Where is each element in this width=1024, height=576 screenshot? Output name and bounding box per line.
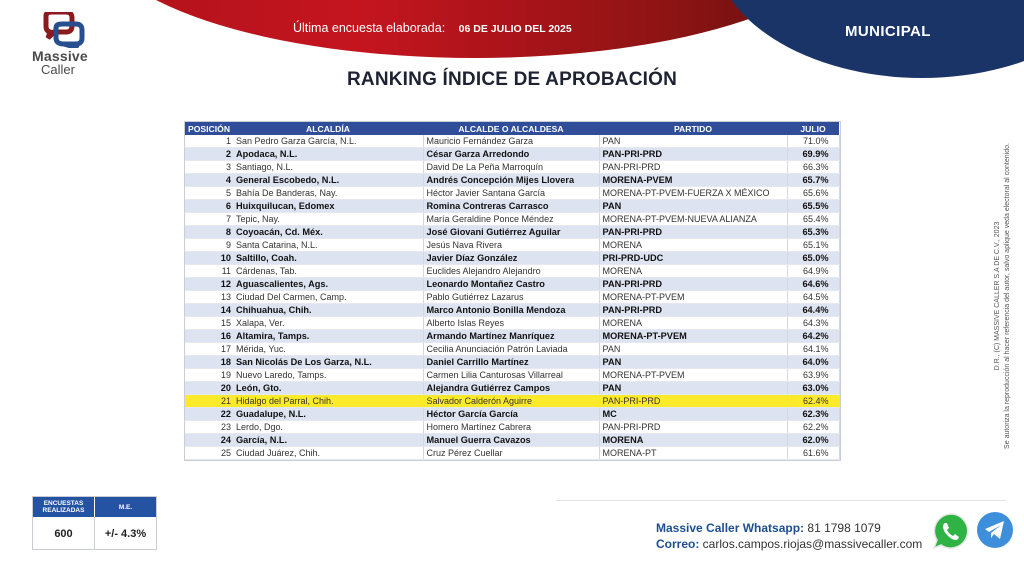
table-row [185, 187, 839, 200]
column-header-mayor: ALCALDE O ALCALDESA [423, 122, 599, 135]
table-row [185, 265, 839, 278]
party-cell: PAN-PRI-PRD [599, 226, 787, 239]
table-row [185, 252, 839, 265]
position-cell: 14 [185, 304, 233, 317]
approval-cell: 65.1% [787, 239, 839, 252]
approval-cell: 62.2% [787, 421, 839, 434]
table-row [185, 343, 839, 356]
position-cell: 6 [185, 200, 233, 213]
mayor-cell: Cruz Pérez Cuellar [423, 447, 599, 460]
margin-of-error-label: M.E. [118, 503, 133, 511]
column-header-party: PARTIDO [599, 122, 787, 135]
position-cell: 16 [185, 330, 233, 343]
mayor-cell: Andrés Concepción Mijes Llovera [423, 174, 599, 187]
mayor-cell: Jesús Nava Rivera [423, 239, 599, 252]
position-cell: 13 [185, 291, 233, 304]
table-body [185, 135, 839, 460]
party-cell: MORENA [599, 434, 787, 447]
position-cell: 9 [185, 239, 233, 252]
municipality-cell: Aguascalientes, Ags. [233, 278, 423, 291]
table-row [185, 317, 839, 330]
surveys-count-value: 600 [33, 517, 95, 550]
approval-cell: 64.4% [787, 304, 839, 317]
table-row [185, 174, 839, 187]
email-address[interactable]: carlos.campos.riojas@massivecaller.com [699, 537, 923, 551]
mayor-cell: Alejandra Gutiérrez Campos [423, 382, 599, 395]
party-cell: MORENA-PT-PVEM [599, 291, 787, 304]
mayor-cell: Manuel Guerra Cavazos [423, 434, 599, 447]
whatsapp-icon[interactable] [932, 512, 970, 550]
municipality-cell: Santiago, N.L. [233, 161, 423, 174]
last-survey-label: Última encuesta elaborada: [293, 21, 446, 35]
mayor-cell: Mauricio Fernández Garza [423, 135, 599, 148]
position-cell: 1 [185, 135, 233, 148]
party-cell: PAN [599, 356, 787, 369]
mayor-cell: Javier Díaz González [423, 252, 599, 265]
municipality-cell: Mérida, Yuc. [233, 343, 423, 356]
municipality-cell: Hidalgo del Parral, Chih. [233, 395, 423, 408]
table-row [185, 135, 839, 148]
municipality-cell: Altamira, Tamps. [233, 330, 423, 343]
party-cell: PAN [599, 200, 787, 213]
municipality-cell: Tepic, Nay. [233, 213, 423, 226]
table-row [185, 304, 839, 317]
municipality-cell: Chihuahua, Chih. [233, 304, 423, 317]
margin-of-error-value: +/- 4.3% [104, 527, 147, 540]
table-header-row [185, 122, 839, 135]
approval-cell: 64.6% [787, 278, 839, 291]
approval-cell: 71.0% [787, 135, 839, 148]
municipality-cell: San Nicolás De Los Garza, N.L. [233, 356, 423, 369]
party-cell: MORENA-PT [599, 447, 787, 460]
position-cell: 18 [185, 356, 233, 369]
party-cell: PAN-PRI-PRD [599, 395, 787, 408]
position-cell: 23 [185, 421, 233, 434]
approval-cell: 64.9% [787, 265, 839, 278]
brand-name-line1: Massive [32, 48, 88, 64]
footer-divider [556, 500, 1006, 501]
party-cell: MORENA-PVEM [599, 174, 787, 187]
approval-cell: 64.0% [787, 356, 839, 369]
position-cell: 5 [185, 187, 233, 200]
municipality-cell: Bahía De Banderas, Nay. [233, 187, 423, 200]
table-row [185, 226, 839, 239]
approval-cell: 62.4% [787, 395, 839, 408]
party-cell: PRI-PRD-UDC [599, 252, 787, 265]
mayor-cell: David De La Peña Marroquín [423, 161, 599, 174]
contact-info [656, 520, 922, 552]
position-cell: 12 [185, 278, 233, 291]
approval-cell: 65.6% [787, 187, 839, 200]
mayor-cell: Salvador Calderón Aguirre [423, 395, 599, 408]
table-row [185, 148, 839, 161]
position-cell: 7 [185, 213, 233, 226]
last-survey-date: 06 DE JULIO DEL 2025 [458, 23, 572, 35]
column-header-position: POSICIÓN [185, 122, 233, 135]
mayor-cell: Marco Antonio Bonilla Mendoza [423, 304, 599, 317]
scope-label: MUNICIPAL [845, 23, 931, 40]
mayor-cell: María Geraldine Ponce Méndez [423, 213, 599, 226]
table-row [185, 447, 839, 460]
municipality-cell: Cárdenas, Tab. [233, 265, 423, 278]
party-cell: MORENA [599, 317, 787, 330]
position-cell: 2 [185, 148, 233, 161]
table-row [185, 369, 839, 382]
table-row [185, 200, 839, 213]
mayor-cell: José Giovani Gutiérrez Aguilar [423, 226, 599, 239]
municipality-cell: San Pedro Garza García, N.L. [233, 135, 423, 148]
approval-cell: 64.5% [787, 291, 839, 304]
mayor-cell: Héctor Javier Santana García [423, 187, 599, 200]
municipality-cell: Ciudad Del Carmen, Camp. [233, 291, 423, 304]
table-row [185, 278, 839, 291]
party-cell: PAN [599, 135, 787, 148]
position-cell: 20 [185, 382, 233, 395]
municipality-cell: León, Gto. [233, 382, 423, 395]
party-cell: MORENA-PT-PVEM [599, 330, 787, 343]
party-cell: PAN-PRI-PRD [599, 421, 787, 434]
whatsapp-number[interactable]: 81 1798 1079 [804, 521, 881, 535]
surveys-count-label: ENCUESTAS REALIZADAS [33, 497, 95, 517]
position-cell: 17 [185, 343, 233, 356]
position-cell: 25 [185, 447, 233, 460]
approval-cell: 65.4% [787, 213, 839, 226]
approval-cell: 61.6% [787, 447, 839, 460]
email-label: Correo: [656, 537, 700, 551]
position-cell: 21 [185, 395, 233, 408]
position-cell: 19 [185, 369, 233, 382]
copyright-line2: Se autoriza la reproducción al hacer referencia del autor, salvo aplique veda electoral al contenido. [1004, 143, 1011, 449]
party-cell: MC [599, 408, 787, 421]
copyright-notice [993, 106, 1013, 486]
party-cell: MORENA-PT-PVEM [599, 369, 787, 382]
party-cell: MORENA [599, 239, 787, 252]
municipality-cell: Ciudad Juárez, Chih. [233, 447, 423, 460]
table-row [185, 408, 839, 421]
municipality-cell: Huixquilucan, Edomex [233, 200, 423, 213]
party-cell: PAN-PRI-PRD [599, 278, 787, 291]
approval-cell: 64.2% [787, 330, 839, 343]
approval-cell: 64.3% [787, 317, 839, 330]
table-row [185, 330, 839, 343]
table-row-highlighted [185, 395, 839, 408]
municipality-cell: Lerdo, Dgo. [233, 421, 423, 434]
mayor-cell: Leonardo Montañez Castro [423, 278, 599, 291]
position-cell: 22 [185, 408, 233, 421]
table-row [185, 382, 839, 395]
approval-cell: 65.3% [787, 226, 839, 239]
approval-cell: 69.9% [787, 148, 839, 161]
position-cell: 3 [185, 161, 233, 174]
position-cell: 8 [185, 226, 233, 239]
municipality-cell: Santa Catarina, N.L. [233, 239, 423, 252]
page-title: RANKING ÍNDICE DE APROBACIÓN [346, 69, 678, 90]
brand-name-line2: Caller [41, 62, 75, 77]
municipality-cell: General Escobedo, N.L. [233, 174, 423, 187]
table-row [185, 356, 839, 369]
column-header-july: JULIO [787, 122, 839, 135]
survey-sample-box [32, 496, 157, 550]
party-cell: PAN-PRI-PRD [599, 161, 787, 174]
mayor-cell: Héctor García García [423, 408, 599, 421]
municipality-cell: Nuevo Laredo, Tamps. [233, 369, 423, 382]
party-cell: MORENA-PT-PVEM-NUEVA ALIANZA [599, 213, 787, 226]
table-row [185, 213, 839, 226]
table-row [185, 291, 839, 304]
mayor-cell: Daniel Carrillo Martínez [423, 356, 599, 369]
mayor-cell: Pablo Gutiérrez Lazarus [423, 291, 599, 304]
mayor-cell: César Garza Arredondo [423, 148, 599, 161]
party-cell: PAN-PRI-PRD [599, 148, 787, 161]
position-cell: 4 [185, 174, 233, 187]
municipality-cell: Guadalupe, N.L. [233, 408, 423, 421]
approval-cell: 65.0% [787, 252, 839, 265]
approval-cell: 65.5% [787, 200, 839, 213]
chat-bubbles-logo-icon [40, 12, 86, 48]
mayor-cell: Romina Contreras Carrasco [423, 200, 599, 213]
municipality-cell: Xalapa, Ver. [233, 317, 423, 330]
mayor-cell: Armando Martínez Manríquez [423, 330, 599, 343]
municipality-cell: Saltillo, Coah. [233, 252, 423, 265]
party-cell: PAN-PRI-PRD [599, 304, 787, 317]
position-cell: 11 [185, 265, 233, 278]
mayor-cell: Alberto Islas Reyes [423, 317, 599, 330]
column-header-municipality: ALCALDÍA [233, 122, 423, 135]
position-cell: 10 [185, 252, 233, 265]
table-row [185, 239, 839, 252]
approval-cell: 63.9% [787, 369, 839, 382]
copyright-line1: D.R., (C) MASSIVE CALLER S.A DE C.V., 2023 [994, 221, 1001, 371]
position-cell: 24 [185, 434, 233, 447]
municipality-cell: Apodaca, N.L. [233, 148, 423, 161]
approval-cell: 62.0% [787, 434, 839, 447]
party-cell: MORENA [599, 265, 787, 278]
approval-cell: 62.3% [787, 408, 839, 421]
approval-cell: 63.0% [787, 382, 839, 395]
mayor-cell: Euclides Alejandro Alejandro [423, 265, 599, 278]
mayor-cell: Cecilia Anunciación Patrón Laviada [423, 343, 599, 356]
approval-ranking-table [185, 122, 840, 460]
party-cell: MORENA-PT-PVEM-FUERZA X MÉXICO [599, 187, 787, 200]
approval-cell: 64.1% [787, 343, 839, 356]
mayor-cell: Carmen Lilia Canturosas Villarreal [423, 369, 599, 382]
email-contact [656, 536, 922, 552]
last-survey-info [293, 21, 572, 35]
party-cell: PAN [599, 382, 787, 395]
municipality-cell: García, N.L. [233, 434, 423, 447]
approval-cell: 65.7% [787, 174, 839, 187]
party-cell: PAN [599, 343, 787, 356]
approval-cell: 66.3% [787, 161, 839, 174]
table-row [185, 434, 839, 447]
telegram-icon[interactable] [977, 512, 1013, 548]
whatsapp-label: Massive Caller Whatsapp: [656, 521, 805, 535]
table-row [185, 421, 839, 434]
position-cell: 15 [185, 317, 233, 330]
mayor-cell: Homero Martínez Cabrera [423, 421, 599, 434]
municipality-cell: Coyoacán, Cd. Méx. [233, 226, 423, 239]
table-row [185, 161, 839, 174]
whatsapp-contact [656, 520, 922, 536]
